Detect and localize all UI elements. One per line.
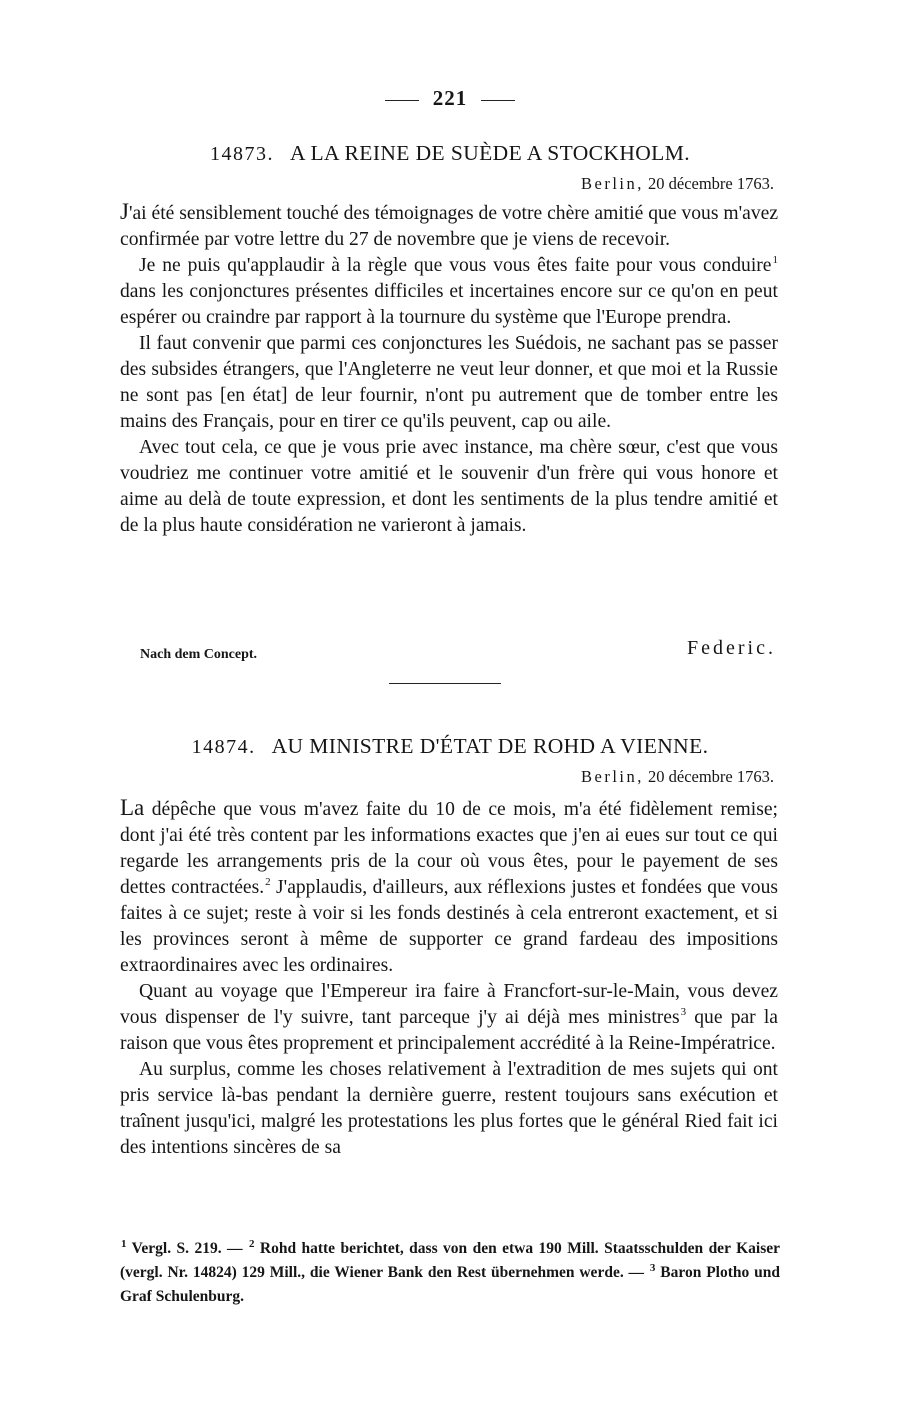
letter-1-title: A LA REINE DE SUÈDE A STOCKHOLM. <box>289 141 691 165</box>
letter-2-paragraph-1-text-a: dépêche que vous m'avez faite du 10 de ce mois, m'a été fidèlement remise; dont j'ai été très content par les informations exactes que j'en ai eues sur tout ce qui regarde les arrangements pris de la cour où vous êtes, pour le payement de ses dettes contractées. <box>120 799 778 898</box>
letter-1-date: 20 décembre 1763. <box>648 174 774 193</box>
footnote-3-marker: 3 <box>649 1261 656 1274</box>
letter-2-paragraph-1-text-b: J'applaudis, d'ailleurs, aux réflexions justes et fondées que vous faites à ce sujet; reste à voir si les fonds destinés à cela entreront exactement, et si les provinces seront à même de supporter ce grand fardeau des impositions extraordinaires avec les ordinaires. <box>120 877 778 976</box>
section-divider <box>389 683 501 684</box>
letter-2-place: Berlin, <box>581 767 644 786</box>
letter-1-body <box>120 199 778 539</box>
footnote-ref-2[interactable]: 2 <box>265 876 271 889</box>
letter-1-paragraph-1 <box>120 199 778 253</box>
letter-2-paragraph-1 <box>120 795 778 979</box>
letter-1-heading <box>120 141 780 166</box>
letter-2-initial: La <box>120 795 145 820</box>
letter-1-place: Berlin, <box>581 174 644 193</box>
letter-1-paragraph-1-text: 'ai été sensiblement touché des témoignages de votre chère amitié que vous m'avez confirmée par votre lettre du 27 de novembre que je viens de recevoir. <box>120 203 779 250</box>
letter-2-paragraph-2-text-a: Quant au voyage que l'Empereur ira faire à Francfort-sur-le-Main, vous devez vous dispenser de l'y suivre, tant parceque j'y ai déjà mes ministres <box>120 981 778 1028</box>
letter-2-dateline <box>581 767 774 787</box>
footnote-1-marker: 1 <box>121 1237 127 1250</box>
footnote-2-text: Rohd hatte berichtet, dass von den etwa 190 Mill. Staatsschulden der Kaiser (vergl. Nr. 14824) 129 Mill., die Wiener Bank den Rest übernehmen werde. — <box>120 1240 780 1281</box>
footnote-1-text: Vergl. S. 219. — <box>126 1240 248 1257</box>
footnote-3-text: Baron Plotho und Graf Schulenburg. <box>120 1264 780 1305</box>
footnotes <box>120 1237 780 1309</box>
footnote-2-marker: 2 <box>248 1237 255 1250</box>
letter-1-initial: J <box>120 199 129 224</box>
footnote-ref-3[interactable]: 3 <box>680 1006 687 1019</box>
letter-1-paragraph-4: Avec tout cela, ce que je vous prie avec instance, ma chère sœur, c'est que vous voudriez me continuer votre amitié et le souvenir d'un frère qui vous honore et aime au delà de toute expression, et dont les sentiments de la plus tendre amitié et de la plus haute considération ne varieront à jamais. <box>120 437 778 536</box>
letter-2-paragraph-2-text-b: que par la raison que vous êtes proprement et principalement accrédité à la Reine-Impératrice. <box>120 1007 778 1054</box>
header-dash-left <box>385 100 419 101</box>
letter-2-paragraph-2 <box>120 979 778 1057</box>
letter-2-heading <box>120 734 780 759</box>
letter-1-paragraph-2 <box>120 253 778 331</box>
page-number: 221 <box>432 86 468 110</box>
page-header <box>0 86 900 111</box>
letter-2-paragraph-3: Au surplus, comme les choses relativement à l'extradition de mes sujets qui ont pris service là-bas pendant la dernière guerre, restent toujours sans exécution et traînent jusqu'ici, malgré les protestations les plus fortes que le général Ried fait ici des intentions sincères de sa <box>120 1059 778 1158</box>
letter-1-signature: Federic. <box>687 637 776 659</box>
header-dash-right <box>481 100 515 101</box>
letter-2-date: 20 décembre 1763. <box>648 767 774 786</box>
letter-1-number: 14873. <box>209 143 274 165</box>
letter-1-dateline <box>581 174 774 194</box>
letter-1-source: Nach dem Concept. <box>140 647 258 662</box>
letter-1-paragraph-2-text-b: dans les conjonctures présentes difficiles et incertaines encore sur ce qu'on en peut espérer ou craindre par rapport à la tournure du système que l'Europe prendra. <box>120 281 778 328</box>
letter-1-paragraph-2-text-a: Je ne puis qu'applaudir à la règle que vous vous êtes faite pour vous conduire <box>139 255 772 276</box>
letter-1-paragraph-3: Il faut convenir que parmi ces conjonctures les Suédois, ne sachant pas se passer des subsides étrangers, que l'Angleterre ne veut leur donner, et que moi et la Russie ne sont pas [en état] de leur fournir, n'ont pu autrement que de tomber entre les mains des Français, pour en tirer ce qu'ils peuvent, cap ou aile. <box>120 333 778 432</box>
letter-2-number: 14874. <box>191 736 256 758</box>
letter-2-title: AU MINISTRE D'ÉTAT DE ROHD A VIENNE. <box>271 734 709 758</box>
letter-2-body <box>120 795 778 1161</box>
footnote-ref-1[interactable]: 1 <box>772 254 778 267</box>
